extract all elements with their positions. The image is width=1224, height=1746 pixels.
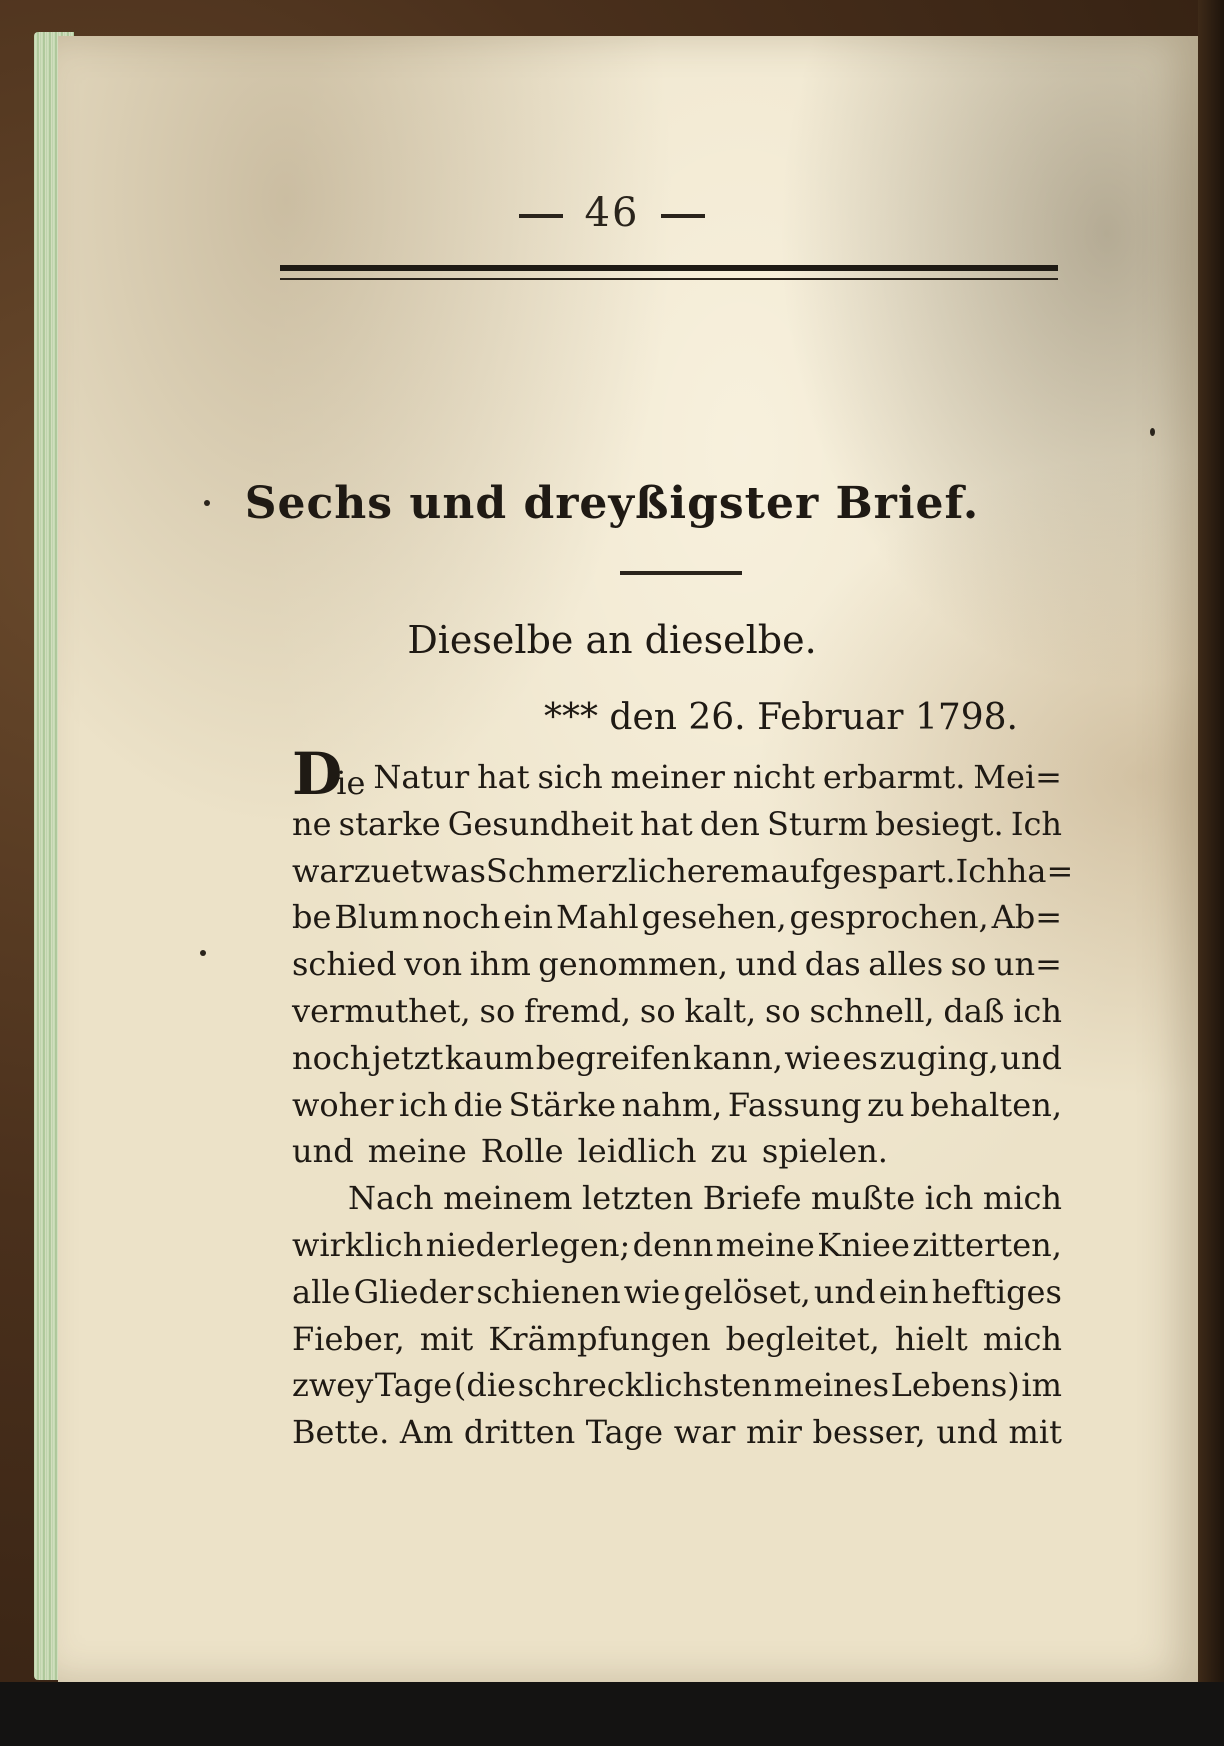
word: begleitet, [725, 1319, 880, 1358]
word: Kniee [817, 1225, 910, 1264]
text-line [292, 1035, 1062, 1082]
text-line [292, 1409, 1062, 1456]
word: zu [867, 1085, 905, 1124]
word: kann, [693, 1038, 783, 1077]
text-line [292, 740, 1062, 808]
word: Natur [373, 758, 470, 796]
word: fremd, [524, 991, 632, 1030]
drop-cap: D [292, 740, 343, 808]
word: kaum [444, 1038, 535, 1077]
word: so [950, 945, 987, 984]
word: wirklich [292, 1225, 424, 1264]
word: be [292, 898, 332, 937]
letter-title: Sechs und dreyßigster Brief. [244, 478, 980, 529]
word: hielt [894, 1319, 968, 1358]
word: ihm [469, 945, 531, 984]
word: mit [1008, 1413, 1062, 1452]
text-line [292, 801, 1062, 848]
word: mußte [811, 1179, 916, 1218]
letter-dateline: *** den 26. Februar 1798. [543, 697, 1018, 738]
word: so [479, 991, 516, 1030]
word: ich [924, 1179, 974, 1218]
word: Briefe [702, 1179, 802, 1218]
word: zuging, [879, 1038, 999, 1077]
word: un= [993, 945, 1062, 984]
word: gelöset, [683, 1272, 811, 1311]
word: gesehen, [641, 898, 787, 937]
word: woher [292, 1085, 394, 1124]
text-line [292, 941, 1062, 988]
word: Glieder [353, 1272, 474, 1311]
word: schied [292, 945, 397, 984]
word: mir [746, 1413, 802, 1452]
header-dash-left [519, 214, 563, 218]
bleed-through-text [282, 300, 1062, 438]
letter-body [292, 740, 1074, 1456]
letter-subtitle: Dieselbe an dieselbe. [407, 618, 817, 662]
word: Am [399, 1413, 454, 1452]
word: kalt, [684, 991, 757, 1030]
word: letzten [581, 1179, 694, 1218]
word: alles [868, 945, 944, 984]
word: Nach [348, 1179, 434, 1218]
bleed-line [282, 392, 1062, 438]
word: starke [338, 804, 441, 843]
page-header [0, 190, 1224, 236]
text-line [292, 1362, 1062, 1409]
word: Fieber, [292, 1319, 405, 1358]
word: ha= [1006, 851, 1074, 890]
word: Lebens) [890, 1366, 1020, 1405]
word: Ab= [991, 898, 1062, 937]
word: jetzt [371, 1038, 444, 1077]
word: daß [943, 991, 1005, 1030]
word: mich [982, 1319, 1062, 1358]
header-dash-right [661, 214, 705, 218]
word: es [842, 1038, 878, 1077]
word: zwey [292, 1366, 374, 1405]
word: den [699, 804, 760, 843]
word: Mahl [555, 898, 639, 937]
word: Blum [334, 898, 420, 937]
word: ne [292, 804, 332, 843]
word: Rolle [480, 1132, 564, 1171]
word: alle [292, 1272, 351, 1311]
title-rule [620, 571, 742, 575]
word: schnell, [809, 991, 935, 1030]
word: war [673, 1413, 736, 1452]
ink-speck [1150, 428, 1155, 436]
word: Krämpfungen [488, 1319, 711, 1358]
word: erbarmt. [822, 758, 966, 796]
word: im [1021, 1366, 1062, 1405]
header-rule-thin [280, 278, 1058, 280]
word: und [735, 945, 798, 984]
word: Gesundheit [447, 804, 634, 843]
word: Fassung [727, 1085, 862, 1124]
word: wie [623, 1272, 681, 1311]
bleed-line [282, 346, 1062, 392]
word: wie [784, 1038, 841, 1077]
word: noch [421, 898, 501, 937]
word: (die [453, 1366, 516, 1405]
word: schienen [476, 1272, 621, 1311]
word: genommen, [538, 945, 728, 984]
word: hat [640, 804, 693, 843]
word: vermuthet, [292, 991, 471, 1030]
page-number: 46 [584, 190, 640, 236]
word: und [813, 1272, 876, 1311]
word: begreifen [535, 1038, 692, 1077]
word: meine [715, 1225, 815, 1264]
word: Sturm [767, 804, 869, 843]
word: ich [1013, 991, 1062, 1030]
word: Tage [374, 1366, 453, 1405]
word: Tage [585, 1413, 664, 1452]
word: niederlegen; [425, 1225, 631, 1264]
word: und [1000, 1038, 1062, 1077]
text-line [292, 894, 1062, 941]
word: so [639, 991, 676, 1030]
word: meinem [443, 1179, 573, 1218]
word: mit [419, 1319, 474, 1358]
word: hat [477, 758, 530, 796]
ink-speck [204, 500, 210, 506]
bleed-line [282, 300, 1062, 346]
ink-speck [200, 950, 206, 956]
word [292, 740, 366, 808]
word: meine [367, 1132, 467, 1171]
word: behalten, [910, 1085, 1062, 1124]
text-line [292, 848, 1074, 895]
word: etwas [391, 851, 486, 890]
word: nahm, [621, 1085, 723, 1124]
word: ein [503, 898, 554, 937]
word: mich [982, 1179, 1062, 1218]
word: dritten [463, 1413, 576, 1452]
word: schrecklichsten [517, 1366, 772, 1405]
word: und [292, 1132, 354, 1171]
word: war [292, 851, 354, 890]
word: meines [773, 1366, 890, 1405]
text-line [292, 1316, 1062, 1363]
word: Mei= [973, 758, 1062, 796]
word: das [804, 945, 861, 984]
word: von [404, 945, 463, 984]
text-line [292, 988, 1062, 1035]
word: ich [399, 1085, 448, 1124]
word: besser, [812, 1413, 926, 1452]
word-rest: ie [336, 764, 366, 802]
word: die [453, 1085, 503, 1124]
word: aufgespart. [770, 851, 956, 890]
text-line [292, 1222, 1062, 1269]
word: denn [632, 1225, 714, 1264]
word: so [764, 991, 801, 1030]
word: zu [710, 1132, 748, 1171]
word: noch [292, 1038, 371, 1077]
book-cover-edge [1198, 0, 1224, 1746]
word: ein [878, 1272, 929, 1311]
word: heftiges [931, 1272, 1062, 1311]
text-line [292, 1082, 1062, 1129]
text-line [292, 1269, 1062, 1316]
word: leidlich [577, 1132, 697, 1171]
word: meiner [610, 758, 725, 796]
word: zitterten, [912, 1225, 1062, 1264]
word: und [936, 1413, 998, 1452]
scan-background [0, 1682, 1224, 1746]
word: spielen. [761, 1132, 888, 1171]
word: Schmerzlicherem [485, 851, 771, 890]
header-rule [280, 265, 1058, 271]
text-line [292, 1175, 1062, 1222]
word: gesprochen, [789, 898, 989, 937]
word: Ich [955, 851, 1007, 890]
word: Ich [1010, 804, 1062, 843]
word: nicht [732, 758, 816, 796]
word: Stärke [508, 1085, 616, 1124]
word: Bette. [292, 1413, 390, 1452]
word: zu [353, 851, 392, 890]
word: besiegt. [875, 804, 1004, 843]
text-line [292, 1128, 1062, 1175]
word: sich [537, 758, 603, 796]
